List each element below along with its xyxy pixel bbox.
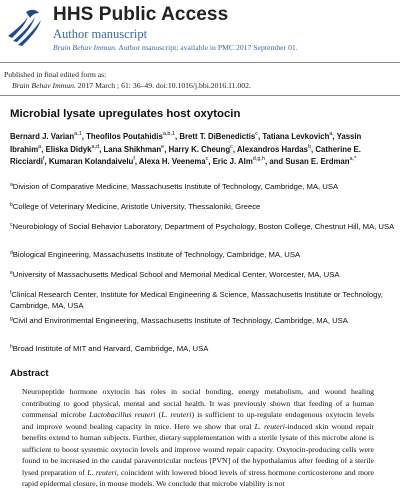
- author-separator: ,: [41, 144, 46, 154]
- hhs-header: [0, 0, 400, 66]
- affiliation-text: Broad Institute of MIT and Harvard, Cambridge, MA, USA: [12, 344, 209, 353]
- header-rule-bottom: [0, 95, 400, 96]
- author-affiliation-marker: a: [329, 131, 333, 137]
- author-name: Lana Shikhman: [103, 144, 162, 154]
- header-rule-top: [0, 62, 400, 63]
- journal-name: Brain Behav Immun.: [53, 43, 117, 52]
- affiliation-key: g: [10, 316, 13, 322]
- author-name: Alexa H. Veenema: [138, 157, 206, 167]
- affiliation-text: Neurobiology of Social Behavior Laboratory, Department of Psychology, Boston College, Chestnut Hill, MA, USA: [12, 222, 395, 231]
- abstract-text-segment: , coincident with lowered blood levels of stress hormone corticosterone and more rapid epidermal closure, in mouse models. We conclude that microbe viability is not: [22, 467, 374, 488]
- affiliation-item: [10, 270, 395, 281]
- author-name: Susan E. Erdman: [285, 157, 350, 167]
- author-separator: ,: [164, 144, 169, 154]
- affiliation-text: Civil and Environmental Engineering, Massachusetts Institute of Technology, Cambridge, MA, USA: [12, 316, 348, 325]
- author-affiliation-marker: a,b,1: [162, 131, 176, 137]
- species-name: L. reuteri: [161, 410, 192, 419]
- author-separator: ,: [81, 132, 87, 141]
- affiliation-text: Division of Comparative Medicine, Massachusetts Institute of Technology, Cambridge, MA, USA: [12, 182, 339, 191]
- author-name: Eric J. Alm: [212, 157, 253, 167]
- author-name: Kumaran Kolandaivelu: [48, 157, 134, 167]
- author-affiliation-marker: e: [161, 143, 165, 150]
- author-affiliation-marker: f: [42, 156, 45, 163]
- author-name: Eliska Didyk: [45, 144, 92, 154]
- author-affiliation-marker: a,*: [349, 156, 357, 163]
- author-manuscript-label: Author manuscript: [53, 27, 148, 41]
- author-name: Yassin Ibrahim: [10, 132, 362, 154]
- author-name: Bernard J. Varian: [10, 132, 75, 141]
- affiliation-item: [10, 222, 395, 233]
- affiliation-text: Biological Engineering, Massachusetts Institute of Technology, Cambridge, MA, USA: [12, 250, 301, 259]
- affiliation-key: e: [10, 270, 13, 276]
- author-name: Theofilos Poutahidis: [86, 132, 163, 141]
- affiliation-key: f: [10, 290, 12, 296]
- author-name: Catherine E. Ricciardi: [10, 144, 361, 167]
- citation-journal: Brain Behav Immun.: [12, 80, 76, 90]
- species-name: L. reuteri: [254, 421, 285, 431]
- abstract-text-segment: Neuropeptide hormone oxytocin has roles in social bonding, energy metabolism, and wound healing contributing to good physical, mental and social health. It was previously shown that feeding of a human commensal microbe: [22, 387, 374, 419]
- affiliation-item: [10, 290, 395, 312]
- author-affiliation-marker: a,1: [74, 131, 82, 137]
- author-separator: ,: [311, 144, 316, 154]
- journal-availability-line: [53, 43, 298, 52]
- author-separator: ,: [232, 144, 237, 154]
- author-affiliation-marker: c: [230, 143, 233, 150]
- citation-details: 2017 March ; 61: 36–49. doi:10.1016/j.bbi.2016.11.002.: [75, 80, 251, 90]
- abstract-text-segment: ) is sufficient to up-regulate endogenous oxytocin levels and improve wound healing capacity in mice. Here we show that oral: [22, 410, 375, 431]
- affiliation-item: [10, 344, 395, 355]
- affiliation-key: b: [10, 202, 13, 208]
- author-separator: ,: [44, 157, 49, 167]
- hhs-eagle-logo-icon: [4, 4, 46, 48]
- abstract-text-segment: -induced skin wound repair benefits extend to human subjects. Further, dietary supplementation with a sterile lysate of this microbe alone is sufficient to boost systemic oxytocin levels and improve wound repair capacity. Oxytocin-producing cells were found to be increased in the caudal paraventricular nucleus [PVN] of the hypothalamus after feeding of a sterile lysed preparation of: [22, 421, 374, 477]
- author-name: Brett T. DiBenedictis: [179, 132, 256, 141]
- abstract-body: [22, 386, 374, 490]
- affiliation-key: a: [10, 182, 13, 188]
- affiliation-item: [10, 250, 395, 261]
- author-separator: ,: [99, 144, 104, 154]
- author-name: Tatiana Levkovich: [262, 132, 330, 141]
- author-affiliation-marker: b: [307, 143, 312, 150]
- publication-info: [4, 70, 251, 91]
- availability-text: Author manuscript; available in PMC 2017 September 01.: [116, 43, 298, 52]
- author-affiliation-marker: a,d: [91, 143, 100, 150]
- affiliation-key: c: [10, 222, 13, 228]
- author-affiliation-marker: a: [38, 143, 42, 150]
- author-list: [10, 131, 395, 169]
- hhs-public-access-title: HHS Public Access: [53, 4, 229, 25]
- affiliation-text: College of Veterinary Medicine, Aristotle University, Thessaloniki, Greece: [12, 202, 261, 211]
- affiliation-key: h: [10, 344, 13, 350]
- author-separator: ,: [175, 132, 180, 141]
- author-separator: ,: [134, 157, 139, 167]
- article-title: Microbial lysate upregulates host oxytocin: [10, 108, 241, 120]
- author-separator: ,: [332, 132, 337, 141]
- published-label: Published in final edited form as:: [4, 70, 107, 79]
- author-separator: ,: [208, 157, 213, 167]
- author-affiliation-marker: d,g,h: [252, 156, 265, 163]
- abstract-text-segment: (: [155, 410, 162, 419]
- author-separator: ,: [257, 132, 263, 141]
- abstract-heading: Abstract: [10, 368, 49, 379]
- citation-line: [4, 81, 251, 92]
- author-affiliation-marker: f: [133, 156, 135, 163]
- affiliation-item: [10, 202, 395, 213]
- affiliation-item: [10, 316, 395, 327]
- affiliation-item: [10, 182, 395, 193]
- affiliation-text: University of Massachusetts Medical School and Memorial Medical Center, Worcester, MA, USA: [12, 270, 340, 279]
- author-name: Harry K. Cheung: [168, 144, 231, 154]
- author-affiliation-marker: c: [255, 131, 258, 137]
- author-separator: , and: [264, 157, 286, 167]
- affiliation-text: Clinical Research Center, Institute for Medical Engineering & Science, Massachusetts Institute or Technology, Cambridge, MA, USA: [10, 290, 383, 310]
- species-name: Lactobacillus reuteri: [89, 410, 156, 419]
- species-name: L. reuteri: [87, 467, 117, 477]
- affiliation-key: d: [10, 250, 13, 256]
- author-name: Alexandros Hardas: [236, 144, 308, 154]
- author-affiliation-marker: c: [205, 156, 209, 163]
